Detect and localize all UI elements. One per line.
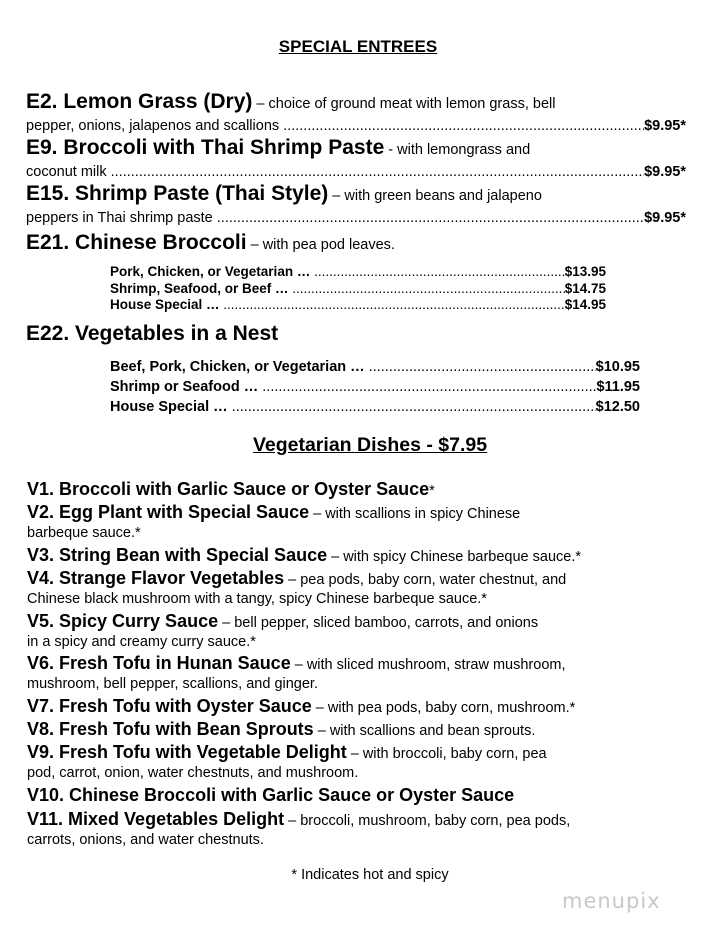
option-row <box>110 281 606 298</box>
vegetarian-list <box>27 479 697 852</box>
list-item <box>27 568 697 611</box>
watermark-logo: menupix <box>562 889 661 913</box>
entree-desc: - with lemongrass and <box>384 142 531 158</box>
dish-name: V5. Spicy Curry Sauce <box>27 611 219 631</box>
option-label: Shrimp or Seafood … ..... <box>110 377 596 397</box>
option-price: $13.95 <box>564 264 606 279</box>
list-item <box>27 719 697 742</box>
entree-e9 <box>26 136 686 182</box>
entree-e15 <box>26 182 686 228</box>
list-item <box>27 611 697 653</box>
option-price: $10.95 <box>595 359 640 375</box>
list-item <box>27 502 697 545</box>
page-title: SPECIAL ENTREES <box>278 37 438 56</box>
dish-desc: – with broccoli, baby corn, pea <box>346 746 547 762</box>
e22-options <box>110 357 640 417</box>
dish-desc: – with scallions and bean sprouts. <box>313 723 536 739</box>
option-label: Shrimp, Seafood, or Beef … ..... <box>110 281 565 298</box>
option-row <box>110 297 606 314</box>
footnote: * Indicates hot and spicy <box>291 867 449 883</box>
list-item <box>27 785 697 809</box>
option-label: Beef, Pork, Chicken, or Vegetarian … ..... <box>110 357 596 377</box>
list-item <box>27 696 697 719</box>
dish-name: V11. Mixed Vegetables Delight <box>27 809 285 829</box>
dish-desc-cont: carrots, onions, and water chestnuts. <box>27 832 264 848</box>
option-row <box>110 377 640 397</box>
option-row <box>110 357 640 377</box>
option-price: $11.95 <box>596 379 640 395</box>
dish-desc: – with scallions in spicy Chinese <box>309 506 521 522</box>
entree-e21 <box>26 231 686 257</box>
dish-desc-cont: barbeque sauce.* <box>27 525 141 541</box>
dish-desc-cont: pod, carrot, onion, water chestnuts, and mushroom. <box>27 765 359 781</box>
option-label: Pork, Chicken, or Vegetarian … ..... <box>110 264 565 281</box>
entree-price: $9.95* <box>644 118 686 134</box>
list-item <box>27 479 697 502</box>
list-item <box>27 653 697 696</box>
dish-name: V4. Strange Flavor Vegetables <box>27 568 285 588</box>
dish-desc: – pea pods, baby corn, water chestnut, and <box>284 572 567 588</box>
dish-desc: – bell pepper, sliced bamboo, carrots, and onions <box>218 615 539 631</box>
list-item <box>27 809 697 852</box>
entree-desc-cont: pepper, onions, jalapenos and scallions ..... <box>26 116 644 136</box>
option-price: $12.50 <box>595 399 640 415</box>
dish-desc-cont: mushroom, bell pepper, scallions, and ginger. <box>27 676 318 692</box>
dish-name: V2. Egg Plant with Special Sauce <box>27 502 310 522</box>
option-price: $14.95 <box>564 297 606 312</box>
entree-name: E2. Lemon Grass (Dry) <box>26 90 253 113</box>
entree-name: E22. Vegetables in a Nest <box>26 322 279 345</box>
dish-name: V10. Chinese Broccoli with Garlic Sauce or Oyster Sauce <box>27 785 515 805</box>
option-row <box>110 264 606 281</box>
dish-name: V9. Fresh Tofu with Vegetable Delight <box>27 742 347 762</box>
dish-name: V1. Broccoli with Garlic Sauce or Oyster Sauce <box>27 479 430 499</box>
entree-price: $9.95* <box>644 210 686 226</box>
vegetarian-section-title: Vegetarian Dishes - $7.95 <box>252 434 488 456</box>
dish-name: V6. Fresh Tofu in Hunan Sauce <box>27 653 291 673</box>
entree-price: $9.95* <box>644 164 686 180</box>
entree-name: E21. Chinese Broccoli <box>26 231 247 254</box>
option-row <box>110 397 640 417</box>
e21-options <box>110 264 606 314</box>
list-item <box>27 742 697 785</box>
dish-desc: – with sliced mushroom, straw mushroom, <box>290 657 566 673</box>
list-item <box>27 545 697 568</box>
dish-desc: – with spicy Chinese barbeque sauce.* <box>327 549 581 565</box>
dish-desc: – with pea pods, baby corn, mushroom.* <box>311 700 576 716</box>
entree-name: E9. Broccoli with Thai Shrimp Paste <box>26 136 385 159</box>
dish-desc-cont: Chinese black mushroom with a tangy, spicy Chinese barbeque sauce.* <box>27 591 487 607</box>
entree-desc-cont: peppers in Thai shrimp paste ..... <box>26 208 644 228</box>
dish-name: V3. String Bean with Special Sauce <box>27 545 328 565</box>
entree-e2 <box>26 90 686 136</box>
entree-desc: – with green beans and jalapeno <box>328 188 542 204</box>
dish-name: V7. Fresh Tofu with Oyster Sauce <box>27 696 312 716</box>
entree-e22 <box>26 322 686 348</box>
entree-desc: – with pea pod leaves. <box>246 237 395 253</box>
dish-name: V8. Fresh Tofu with Bean Sprouts <box>27 719 314 739</box>
option-label: House Special … ..... <box>110 397 596 417</box>
option-price: $14.75 <box>564 280 606 296</box>
entree-desc-cont: coconut milk ..... <box>26 162 644 182</box>
dish-desc: * <box>429 483 435 499</box>
dish-desc: – broccoli, mushroom, baby corn, pea pods, <box>284 813 571 829</box>
option-label: House Special … ..... <box>110 297 565 314</box>
dish-desc-cont: in a spicy and creamy curry sauce.* <box>27 634 256 650</box>
entree-desc: – choice of ground meat with lemon grass, bell <box>252 96 556 112</box>
entree-name: E15. Shrimp Paste (Thai Style) <box>26 182 329 205</box>
